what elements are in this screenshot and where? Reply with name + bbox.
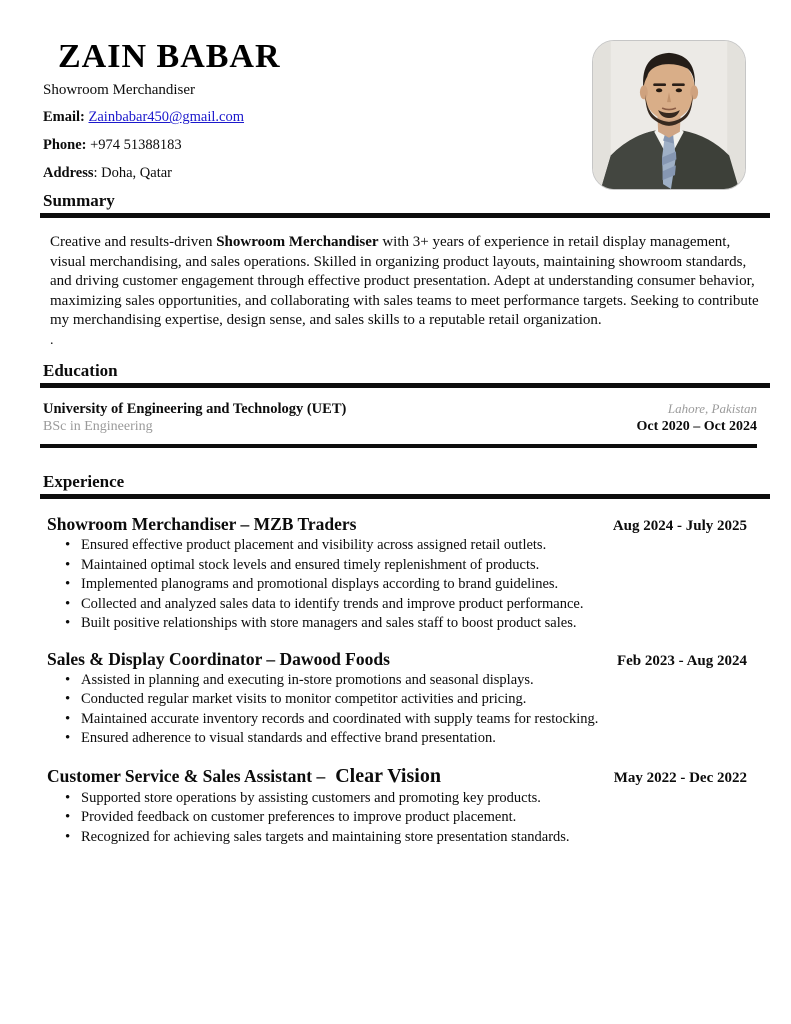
bullet-item: • Ensured effective product placement and visibility across assigned retail outlets. <box>43 536 751 556</box>
job-dates: Feb 2023 - Aug 2024 <box>616 652 747 669</box>
bullet-item: • Built positive relationships with store managers and sales staff to boost product sales. <box>43 614 751 634</box>
bullet-item: • Ensured adherence to visual standards and effective brand presentation. <box>43 729 751 749</box>
address-label: Address <box>43 164 94 181</box>
job-header <box>47 764 747 789</box>
experience-section-header <box>40 471 770 499</box>
address-value: : Doha, Qatar <box>93 164 173 181</box>
bullet-item: • Collected and analyzed sales data to identify trends and improve product performance. <box>43 595 751 615</box>
contact-email-line <box>43 107 545 128</box>
job-bullet-list <box>0 536 791 634</box>
email-label: Email: <box>43 109 85 126</box>
bullet-item: • Assisted in planning and executing in-store promotions and seasonal displays. <box>43 671 751 691</box>
education-bottom-divider <box>40 444 757 448</box>
education-institution: University of Engineering and Technology (UET) <box>43 401 347 418</box>
email-link[interactable]: Zainbabar450@gmail.com <box>88 109 245 126</box>
education-location: Lahore, Pakistan <box>667 401 757 417</box>
education-entry-row1 <box>43 401 757 418</box>
education-degree: BSc in Engineering <box>43 419 153 435</box>
summary-paragraph <box>50 233 761 331</box>
education-divider <box>40 383 770 388</box>
job-dates: Aug 2024 - July 2025 <box>612 518 747 535</box>
job-bullet-list <box>0 789 791 848</box>
candidate-role: Showroom Merchandiser <box>43 82 196 99</box>
bullet-item: • Maintained accurate inventory records and coordinated with supply teams for restocking. <box>43 710 751 730</box>
job-bullet-list <box>0 671 791 749</box>
summary-trailing-period: . <box>50 332 54 348</box>
summary-section-header <box>40 190 770 218</box>
job-title: Showroom Merchandiser – MZB Traders <box>47 514 357 535</box>
bullet-item: • Supported store operations by assisting customers and promoting key products. <box>43 789 751 809</box>
experience-heading: Experience <box>43 472 125 492</box>
phone-label: Phone: <box>43 136 87 153</box>
experience-divider <box>40 494 770 499</box>
header <box>0 0 545 183</box>
education-entry-row2 <box>43 419 757 435</box>
headshot-illustration <box>593 41 745 189</box>
phone-value: +974 51388183 <box>90 136 182 153</box>
job-header <box>47 649 747 671</box>
bullet-item: • Maintained optimal stock levels and ensured timely replenishment of products. <box>43 556 751 576</box>
summary-divider <box>40 213 770 218</box>
education-dates: Oct 2020 – Oct 2024 <box>636 419 757 435</box>
profile-photo <box>592 40 746 190</box>
contact-address-line <box>43 163 545 184</box>
bullet-item: • Provided feedback on customer preferences to improve product placement. <box>43 808 751 828</box>
education-heading: Education <box>43 360 118 380</box>
summary-bold-phrase: Showroom Merchandiser <box>216 234 379 251</box>
summary-heading: Summary <box>43 191 115 211</box>
job-header <box>47 514 747 536</box>
job-title <box>47 764 441 789</box>
contact-phone-line <box>43 135 545 156</box>
bullet-item: • Implemented planograms and promotional displays according to brand guidelines. <box>43 575 751 595</box>
bullet-item: • Recognized for achieving sales targets and maintaining store presentation standards. <box>43 828 751 848</box>
job-title-main: Customer Service & Sales Assistant – <box>47 765 326 786</box>
job-title-company: Clear Vision <box>335 764 441 787</box>
candidate-name: ZAIN BABAR <box>58 38 281 75</box>
education-section-header <box>40 360 770 388</box>
bullet-item: • Conducted regular market visits to monitor competitor activities and pricing. <box>43 690 751 710</box>
summary-rest: with 3+ years of experience in retail display management, visual merchandising, and sales operations. Skilled in organizing product layouts, maintaining showroom standards, and driving customer engagement through effective product presentation. Adept at understanding consumer behavior, maximizing sales opportunities, and collaborating with sales teams to meet performance targets. Seeking to contribute my merchandising expertise, design sense, and sales skills to a reputable retail organization. <box>50 234 759 329</box>
summary-intro: Creative and results-driven <box>50 234 217 251</box>
job-dates: May 2022 - Dec 2022 <box>613 769 747 786</box>
job-title: Sales & Display Coordinator – Dawood Foods <box>47 648 390 669</box>
